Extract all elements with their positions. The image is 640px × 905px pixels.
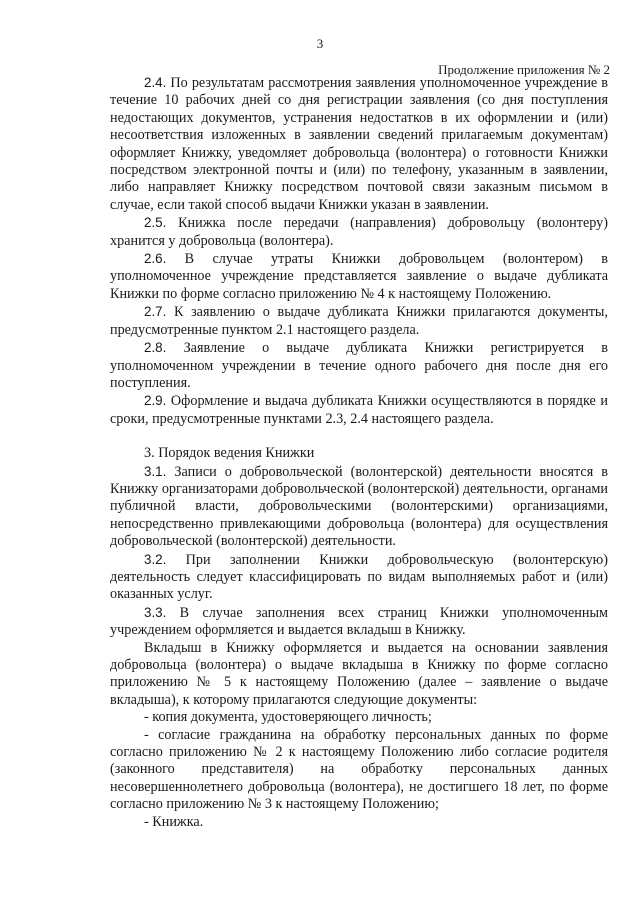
paragraph-text: Оформление и выдача дубликата Книжки осуществляются в порядке и сроки, предусмотренные пунктами 2.3, 2.4 настоящего раздела.	[110, 393, 608, 427]
clause-number: 2.6.	[144, 251, 167, 267]
paragraph-3-1	[110, 463, 608, 551]
list-item: - Книжка.	[144, 813, 204, 830]
paragraph-2-6	[110, 250, 608, 303]
clause-number: 3.2.	[144, 551, 167, 567]
paragraph-2-8	[110, 339, 608, 392]
clause-number: 2.8.	[144, 340, 167, 356]
paragraph-2-9	[110, 392, 608, 428]
continuation-note: Продолжение приложения № 2	[438, 62, 610, 77]
list-item: - согласие гражданина на обработку персональных данных по форме согласно приложению № 2 к настоящему Положению либо согласие родителя (законного представителя) на обработку персональных данных несовершеннолетнего добровольца (волонтера), не достигшего 18 лет, по форме согласно приложению № 3 к настоящему Положению;	[110, 726, 608, 813]
paragraph-insert: Вкладыш в Книжку оформляется и выдается на основании заявления добровольца (волонтера) о выдаче вкладыша в Книжку по форме согласно приложению № 5 к настоящему Положению (далее – заявление о выдаче вкладыша), к которому прилагаются следующие документы:	[110, 639, 608, 708]
page-number: 3	[316, 36, 324, 51]
paragraph-text: При заполнении Книжки добровольческую (волонтерскую) деятельность следует классифицировать по видам выполняемых работ и (или) оказанных услуг.	[110, 551, 608, 603]
clause-number: 3.1.	[144, 463, 167, 479]
paragraph-2-4	[110, 74, 608, 214]
paragraph-text: Записи о добровольческой (волонтерской) деятельности вносятся в Книжку организаторами добровольческой (волонтерской) деятельности, органами публичной власти, добровольческими (волонтерскими) организациями, непосредственно привлекающими добровольца (волонтера) для осуществления добровольческой (волонтерской) деятельности.	[110, 463, 608, 550]
list-item: - копия документа, удостоверяющего личность;	[144, 709, 432, 726]
document-body	[110, 74, 608, 831]
clause-number: 2.4.	[144, 75, 167, 90]
clause-number: 2.7.	[144, 304, 167, 320]
paragraph-text: В случае заполнения всех страниц Книжки уполномоченным учреждением оформляется и выдается вкладыш в Книжку.	[110, 604, 608, 639]
paragraph-text: По результатам рассмотрения заявления уполномоченное учреждение в течение 10 рабочих дней со дня регистрации заявления (со дня поступления недостающих документов, устранения недостатков в их оформлении и (или) несоответствия изложенных в заявлении сведений прилагаемым документам) оформляет Книжку, уведомляет добровольца (волонтера) о готовности Книжки посредством электронной почты и (или) по телефону, указанным в заявлении, либо направляет Книжку посредством почтовой связи заказным письмом в случае, если такой способ выдачи Книжки указан в заявлении.	[110, 75, 608, 213]
clause-number: 3.3.	[144, 604, 167, 620]
paragraph-3-2	[110, 551, 608, 604]
paragraph-text: Заявление о выдаче дубликата Книжки регистрируется в уполномоченном учреждении в течение одного рабочего дня после дня его поступления.	[110, 340, 608, 391]
paragraph-2-7	[110, 303, 608, 339]
section-3-heading: 3. Порядок ведения Книжки	[144, 445, 315, 462]
paragraph-text: Книжка после передачи (направления) добровольцу (волонтеру) хранится у добровольца (волонтера).	[110, 215, 608, 249]
clause-number: 2.5.	[144, 215, 167, 231]
clause-number: 2.9.	[144, 393, 167, 409]
paragraph-text: В случае утраты Книжки добровольцем (волонтером) в уполномоченное учреждение представляется заявление о выдаче дубликата Книжки по форме согласно приложению № 4 к настоящему Положению.	[110, 251, 608, 302]
paragraph-2-5	[110, 214, 608, 250]
paragraph-text: К заявлению о выдаче дубликата Книжки прилагаются документы, предусмотренные пунктом 2.1 настоящего раздела.	[110, 304, 608, 338]
paragraph-3-3	[110, 604, 608, 640]
